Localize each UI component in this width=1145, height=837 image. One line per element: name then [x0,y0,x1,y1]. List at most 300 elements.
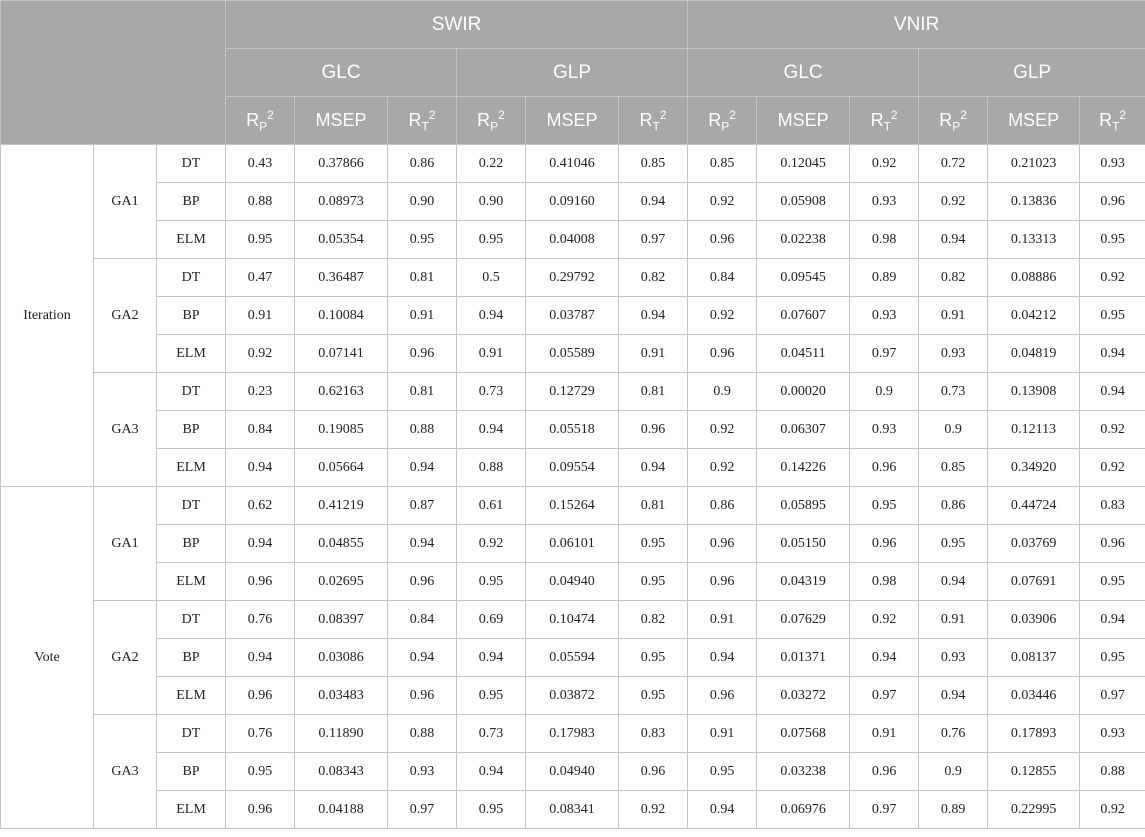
value-cell: 0.95 [1080,297,1145,335]
value-cell: 0.07691 [988,563,1080,601]
method-cell: Vote [1,487,94,829]
value-cell: 0.94 [619,297,688,335]
model-cell: BP [157,753,226,791]
value-cell: 0.96 [388,677,457,715]
value-cell: 0.08397 [295,601,388,639]
header-metric [526,97,619,145]
value-cell: 0.94 [226,449,295,487]
value-cell: 0.03906 [988,601,1080,639]
value-cell: 0.03238 [757,753,850,791]
value-cell: 0.04855 [295,525,388,563]
value-cell: 0.88 [1080,753,1145,791]
model-cell: DT [157,487,226,525]
model-cell: ELM [157,677,226,715]
value-cell: 0.95 [226,753,295,791]
value-cell: 0.97 [850,791,919,829]
value-cell: 0.92 [619,791,688,829]
metric-superscript: 2 [267,107,274,122]
value-cell: 0.34920 [988,449,1080,487]
value-cell: 0.91 [619,335,688,373]
model-cell: BP [157,297,226,335]
value-cell: 0.96 [1080,183,1145,221]
value-cell: 0.95 [457,221,526,259]
model-cell: BP [157,411,226,449]
value-cell: 0.94 [919,677,988,715]
metric-subscript: T [421,119,429,134]
table-row [1,449,1145,487]
value-cell: 0.06976 [757,791,850,829]
ga-cell: GA1 [94,145,157,259]
value-cell: 0.94 [850,639,919,677]
metric-subscript: T [652,119,660,134]
value-cell: 0.96 [688,525,757,563]
table-row [1,335,1145,373]
value-cell: 0.92 [688,449,757,487]
model-cell: DT [157,259,226,297]
value-cell: 0.96 [688,563,757,601]
value-cell: 0.10084 [295,297,388,335]
header-row-spectra [1,1,1145,49]
value-cell: 0.94 [1080,335,1145,373]
value-cell: 0.82 [619,259,688,297]
value-cell: 0.92 [850,601,919,639]
ga-cell: GA3 [94,373,157,487]
value-cell: 0.04008 [526,221,619,259]
value-cell: 0.91 [388,297,457,335]
value-cell: 0.36487 [295,259,388,297]
model-cell: DT [157,373,226,411]
header-metric [388,97,457,145]
value-cell: 0.89 [919,791,988,829]
table-row [1,639,1145,677]
value-cell: 0.04188 [295,791,388,829]
value-cell: 0.10474 [526,601,619,639]
value-cell: 0.96 [850,449,919,487]
value-cell: 0.86 [688,487,757,525]
value-cell: 0.83 [1080,487,1145,525]
value-cell: 0.08886 [988,259,1080,297]
value-cell: 0.04940 [526,563,619,601]
value-cell: 0.69 [457,601,526,639]
value-cell: 0.9 [688,373,757,411]
value-cell: 0.23 [226,373,295,411]
model-cell: ELM [157,335,226,373]
value-cell: 0.08973 [295,183,388,221]
metric-subscript: P [721,119,730,134]
header-metric [457,97,526,145]
metric-subscript: T [1112,119,1120,134]
value-cell: 0.97 [619,221,688,259]
value-cell: 0.05594 [526,639,619,677]
value-cell: 0.91 [919,601,988,639]
value-cell: 0.96 [226,677,295,715]
value-cell: 0.88 [226,183,295,221]
value-cell: 0.91 [226,297,295,335]
value-cell: 0.95 [457,677,526,715]
value-cell: 0.73 [457,715,526,753]
value-cell: 0.37866 [295,145,388,183]
value-cell: 0.95 [619,677,688,715]
value-cell: 0.07629 [757,601,850,639]
value-cell: 0.19085 [295,411,388,449]
value-cell: 0.96 [388,563,457,601]
value-cell: 0.92 [688,183,757,221]
value-cell: 0.94 [226,639,295,677]
value-cell: 0.92 [1080,791,1145,829]
metric-base: R [1099,109,1113,130]
value-cell: 0.81 [388,373,457,411]
model-cell: ELM [157,449,226,487]
value-cell: 0.04319 [757,563,850,601]
value-cell: 0.94 [688,639,757,677]
value-cell: 0.94 [226,525,295,563]
table-row [1,791,1145,829]
value-cell: 0.84 [388,601,457,639]
value-cell: 0.61 [457,487,526,525]
value-cell: 0.03086 [295,639,388,677]
value-cell: 0.85 [919,449,988,487]
value-cell: 0.03872 [526,677,619,715]
table-row [1,411,1145,449]
value-cell: 0.90 [457,183,526,221]
value-cell: 0.93 [1080,145,1145,183]
value-cell: 0.73 [457,373,526,411]
header-spectrum: VNIR [688,1,1145,49]
value-cell: 0.96 [226,791,295,829]
value-cell: 0.09160 [526,183,619,221]
value-cell: 0.93 [388,753,457,791]
value-cell: 0.73 [919,373,988,411]
value-cell: 0.94 [619,183,688,221]
value-cell: 0.02238 [757,221,850,259]
value-cell: 0.9 [919,411,988,449]
value-cell: 0.91 [850,715,919,753]
value-cell: 0.15264 [526,487,619,525]
value-cell: 0.94 [457,411,526,449]
value-cell: 0.09545 [757,259,850,297]
metric-base: R [939,109,953,130]
value-cell: 0.91 [919,297,988,335]
value-cell: 0.5 [457,259,526,297]
model-cell: DT [157,601,226,639]
value-cell: 0.94 [457,297,526,335]
value-cell: 0.76 [226,601,295,639]
model-cell: BP [157,639,226,677]
metric-base: R [639,109,653,130]
value-cell: 0.05664 [295,449,388,487]
model-cell: BP [157,525,226,563]
model-cell: DT [157,145,226,183]
value-cell: 0.95 [457,563,526,601]
value-cell: 0.93 [919,335,988,373]
table-header [1,1,1145,145]
table-row [1,525,1145,563]
table-row [1,487,1145,525]
value-cell: 0.94 [457,753,526,791]
value-cell: 0.04819 [988,335,1080,373]
value-cell: 0.17893 [988,715,1080,753]
value-cell: 0.02695 [295,563,388,601]
value-cell: 0.62163 [295,373,388,411]
value-cell: 0.41046 [526,145,619,183]
value-cell: 0.93 [1080,715,1145,753]
value-cell: 0.76 [919,715,988,753]
metric-superscript: 2 [890,107,898,122]
value-cell: 0.96 [850,525,919,563]
value-cell: 0.86 [388,145,457,183]
ga-cell: GA2 [94,601,157,715]
value-cell: 0.08343 [295,753,388,791]
value-cell: 0.90 [388,183,457,221]
value-cell: 0.13836 [988,183,1080,221]
value-cell: 0.94 [457,639,526,677]
value-cell: 0.81 [619,373,688,411]
value-cell: 0.94 [1080,601,1145,639]
table-row [1,183,1145,221]
value-cell: 0.12113 [988,411,1080,449]
value-cell: 0.13908 [988,373,1080,411]
value-cell: 0.92 [919,183,988,221]
table-row [1,373,1145,411]
header-set: GLP [457,49,688,97]
value-cell: 0.05589 [526,335,619,373]
value-cell: 0.92 [688,411,757,449]
value-cell: 0.03787 [526,297,619,335]
value-cell: 0.86 [919,487,988,525]
value-cell: 0.82 [619,601,688,639]
value-cell: 0.92 [688,297,757,335]
metric-base: R [408,109,422,130]
metric-superscript: 2 [729,107,736,122]
header-set: GLC [226,49,457,97]
value-cell: 0.05354 [295,221,388,259]
value-cell: 0.12045 [757,145,850,183]
value-cell: 0.95 [619,563,688,601]
header-spectrum: SWIR [226,1,688,49]
value-cell: 0.05518 [526,411,619,449]
value-cell: 0.92 [1080,449,1145,487]
header-metric [1080,97,1145,145]
value-cell: 0.96 [688,221,757,259]
value-cell: 0.92 [457,525,526,563]
value-cell: 0.94 [688,791,757,829]
method-cell: Iteration [1,145,94,487]
metric-subscript: P [259,119,268,134]
value-cell: 0.93 [850,183,919,221]
value-cell: 0.03446 [988,677,1080,715]
value-cell: 0.47 [226,259,295,297]
header-set: GLC [688,49,919,97]
metric-superscript: 2 [1119,107,1127,122]
table-row [1,259,1145,297]
metric-superscript: 2 [960,107,967,122]
header-metric [688,97,757,145]
value-cell: 0.95 [919,525,988,563]
model-cell: BP [157,183,226,221]
value-cell: 0.96 [688,335,757,373]
value-cell: 0.95 [1080,563,1145,601]
value-cell: 0.94 [1080,373,1145,411]
value-cell: 0.44724 [988,487,1080,525]
value-cell: 0.95 [688,753,757,791]
metric-subscript: P [952,119,961,134]
value-cell: 0.9 [850,373,919,411]
value-cell: 0.98 [850,563,919,601]
value-cell: 0.04511 [757,335,850,373]
value-cell: 0.94 [919,221,988,259]
value-cell: 0.03272 [757,677,850,715]
value-cell: 0.07607 [757,297,850,335]
value-cell: 0.91 [688,715,757,753]
value-cell: 0.62 [226,487,295,525]
value-cell: 0.9 [919,753,988,791]
ga-cell: GA1 [94,487,157,601]
value-cell: 0.81 [619,487,688,525]
value-cell: 0.97 [388,791,457,829]
value-cell: 0.97 [1080,677,1145,715]
value-cell: 0.41219 [295,487,388,525]
value-cell: 0.81 [388,259,457,297]
model-cell: ELM [157,221,226,259]
value-cell: 0.05895 [757,487,850,525]
value-cell: 0.88 [388,715,457,753]
value-cell: 0.22 [457,145,526,183]
value-cell: 0.96 [226,563,295,601]
value-cell: 0.84 [688,259,757,297]
value-cell: 0.88 [457,449,526,487]
value-cell: 0.08341 [526,791,619,829]
value-cell: 0.95 [619,525,688,563]
table-row [1,677,1145,715]
ga-cell: GA2 [94,259,157,373]
value-cell: 0.92 [1080,259,1145,297]
metric-base: MSEP [777,110,829,130]
metric-base: MSEP [315,110,367,130]
value-cell: 0.12729 [526,373,619,411]
header-metric [295,97,388,145]
metric-base: R [246,109,260,130]
value-cell: 0.09554 [526,449,619,487]
value-cell: 0.93 [850,297,919,335]
value-cell: 0.87 [388,487,457,525]
value-cell: 0.96 [388,335,457,373]
header-metric [757,97,850,145]
value-cell: 0.95 [388,221,457,259]
value-cell: 0.85 [619,145,688,183]
value-cell: 0.94 [619,449,688,487]
metric-base: R [870,109,884,130]
value-cell: 0.95 [1080,639,1145,677]
value-cell: 0.83 [619,715,688,753]
value-cell: 0.95 [619,639,688,677]
metric-base: MSEP [1008,110,1060,130]
value-cell: 0.03483 [295,677,388,715]
value-cell: 0.12855 [988,753,1080,791]
value-cell: 0.91 [457,335,526,373]
value-cell: 0.14226 [757,449,850,487]
table-row [1,715,1145,753]
value-cell: 0.96 [619,753,688,791]
value-cell: 0.88 [388,411,457,449]
value-cell: 0.06307 [757,411,850,449]
header-metric [988,97,1080,145]
table-row [1,145,1145,183]
metric-superscript: 2 [498,107,505,122]
header-metric [919,97,988,145]
value-cell: 0.94 [919,563,988,601]
value-cell: 0.05908 [757,183,850,221]
value-cell: 0.94 [388,639,457,677]
table-body [1,145,1145,829]
header-set: GLP [919,49,1145,97]
value-cell: 0.21023 [988,145,1080,183]
value-cell: 0.96 [850,753,919,791]
value-cell: 0.01371 [757,639,850,677]
value-cell: 0.93 [850,411,919,449]
metric-superscript: 2 [428,107,436,122]
metric-subscript: P [490,119,499,134]
value-cell: 0.07141 [295,335,388,373]
ga-cell: GA3 [94,715,157,829]
model-cell: ELM [157,791,226,829]
header-metric [226,97,295,145]
value-cell: 0.22995 [988,791,1080,829]
value-cell: 0.93 [919,639,988,677]
metric-base: MSEP [546,110,598,130]
value-cell: 0.97 [850,677,919,715]
value-cell: 0.00020 [757,373,850,411]
metric-base: R [708,109,722,130]
header-corner [1,1,226,145]
value-cell: 0.06101 [526,525,619,563]
value-cell: 0.08137 [988,639,1080,677]
metric-subscript: T [883,119,891,134]
model-cell: ELM [157,563,226,601]
model-cell: DT [157,715,226,753]
header-metric [850,97,919,145]
table-row [1,601,1145,639]
value-cell: 0.96 [619,411,688,449]
value-cell: 0.43 [226,145,295,183]
value-cell: 0.96 [1080,525,1145,563]
value-cell: 0.13313 [988,221,1080,259]
value-cell: 0.98 [850,221,919,259]
value-cell: 0.03769 [988,525,1080,563]
table-row [1,297,1145,335]
value-cell: 0.92 [1080,411,1145,449]
value-cell: 0.05150 [757,525,850,563]
table-row [1,563,1145,601]
value-cell: 0.95 [226,221,295,259]
value-cell: 0.04212 [988,297,1080,335]
value-cell: 0.04940 [526,753,619,791]
value-cell: 0.11890 [295,715,388,753]
metric-base: R [477,109,491,130]
value-cell: 0.95 [457,791,526,829]
value-cell: 0.72 [919,145,988,183]
value-cell: 0.89 [850,259,919,297]
metric-superscript: 2 [659,107,667,122]
value-cell: 0.84 [226,411,295,449]
value-cell: 0.85 [688,145,757,183]
value-cell: 0.92 [850,145,919,183]
table-row [1,753,1145,791]
value-cell: 0.07568 [757,715,850,753]
value-cell: 0.29792 [526,259,619,297]
value-cell: 0.76 [226,715,295,753]
value-cell: 0.94 [388,525,457,563]
header-metric [619,97,688,145]
